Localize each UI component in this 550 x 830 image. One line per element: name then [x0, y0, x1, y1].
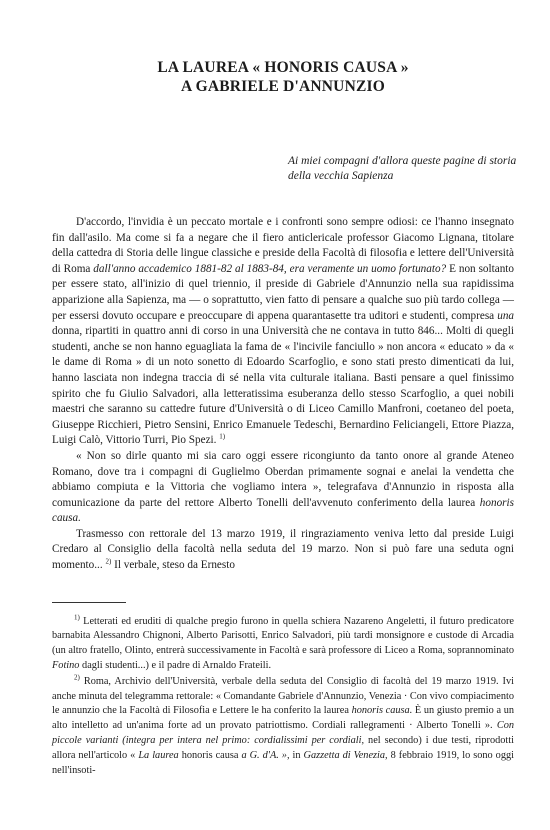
footnote-ref-1[interactable]: 1) — [219, 432, 226, 441]
footnote-2-text-g: honoris causa — [178, 749, 242, 761]
paragraph-2-text-b: honoris causa. — [52, 496, 514, 525]
footnote-2-text-f: La laurea — [138, 749, 179, 761]
footnote-2-text-a: Roma, Archivio dell'Università, verbale della seduta del Consiglio di facoltà del 19 marzo 1919. Ivi anche minuta del telegramma rettorale: « Comandante Gabriele d'Annunzio, Venezia · Con vivo compiacimento le annunzio che la Facoltà di Filosofia e Lettere le ha conferito la laurea — [52, 675, 515, 717]
footnote-ref-2[interactable]: 2) — [105, 557, 112, 566]
paragraph-1-text-c: E non soltanto per essere stato, all'inizio di quel triennio, il preside di Gabriele d'Annunzio nella sua rapidissima apparizione alla Sapienza, ma — o soprattutto, vien fatto di pensare a qualche suo più tardo collega — per essersi dovuto occupare e preoccupare di appena quarantasette tra uditori e studenti, compresa — [52, 262, 514, 322]
footnote-1-text-c: dagli studenti...) e il padre di Arnaldo Frateili. — [79, 660, 272, 672]
footnote-2-text-k: 8 febbraio 1919, lo sono oggi nell'insoti- — [52, 749, 514, 776]
paragraph-1 — [52, 215, 514, 449]
paragraph-2-text-a: « Non so dirle quanto mi sia caro oggi essere ricongiunto da tanto onore al grande Ateneo Romano, dove tra i compagni di Guglielmo Oberdan primamente sognai e anelai la vendetta che abbiamo compiuta e la Vittoria che vogliamo intera », telegrafava d'Annunzio in risposta alla comunicazione da parte del rettore Alberto Tonelli dell'avvenuto conferimento della laurea — [52, 449, 514, 509]
footnote-2-text-i: in — [289, 749, 304, 761]
footnote-2-mark: 2) — [74, 673, 80, 682]
paragraph-3 — [52, 527, 514, 574]
footnote-1 — [52, 615, 514, 674]
footnote-2-text-e: nel secondo) i due testi, riprodotti allora nell'articolo « — [52, 735, 514, 761]
footnote-2 — [52, 675, 514, 779]
chapter-title-line-2: A GABRIELE D'ANNUNZIO — [180, 78, 385, 95]
footnotes — [52, 615, 514, 779]
paragraph-1-text-d: una — [497, 309, 514, 322]
paragraph-1-text-b: dall'anno accademico 1881-82 al 1883-84, era veramente un uomo fortunato? — [93, 262, 447, 275]
document-page — [52, 58, 517, 779]
paragraph-2 — [52, 449, 514, 527]
footnote-2-text-d: Con piccole varianti (integra per intera nel primo: cordialissimi per cordiali, — [52, 720, 514, 747]
footnote-divider — [52, 602, 126, 603]
body-text — [52, 215, 514, 574]
footnote-1-text-b: Fotino — [52, 660, 80, 672]
footnote-2-text-j: Gazzetta di Venezia, — [303, 749, 388, 761]
footnote-2-text-b: honoris causa. — [351, 705, 413, 717]
paragraph-3-text-b: Il verbale, steso da Ernesto — [111, 559, 235, 572]
footnote-1-mark: 1) — [74, 613, 80, 622]
footnote-1-text-a: Letterati ed eruditi di qualche pregio furono in quella schiera Nazareno Angeletti, il futuro predicatore barnabita Alessandro Chignoni, Alberto Parisotti, Enrico Salvadori, più tardi monsignore e custode di Arcadia (un altro fratello, Olinto, entrerà successivamente in Facoltà e sarà professore di Liceo a Roma, soprannominato — [52, 615, 514, 657]
paragraph-1-text-e: donna, ripartiti in quattro anni di corso in una Università che ne contava in tutto 846... Molti di quegli studenti, anche se non hanno eguagliata la fama de « l'incivile fanciullo » non ancora « educato » da « le dame di Roma » di un noto sonetto di Edoardo Scarfoglio, e sono stati presto dimenticati da lui, hanno lasciata non indegna traccia di sé nella vita culturale italiana. Basti pensare a quel finissimo spirito che fu Giulio Salvadori, alla letteratissima esuberanza dello stesso Scarfoglio, a quei nobili maestri che saranno su cattedre future d'Università o di Liceo Camillo Manfroni, coetaneo del poeta, Giuseppe Ricchieri, Pietro Sensini, Enrico Emanuele Tedeschi, Bernardino Feliciangeli, Ettore Piazza, Luigi Calò, Vittorio Turri, Pio Spezi. — [52, 325, 514, 447]
chapter-title-line-1: LA LAUREA « HONORIS CAUSA » — [157, 59, 409, 76]
dedication: Ai miei compagni d'allora queste pagine di storia della vecchia Sapienza — [288, 155, 517, 182]
paragraph-3-text-a: Trasmesso con rettorale del 13 marzo 1919, il ringraziamento veniva letto dal preside Luigi Credaro al Consiglio della facoltà nella seduta del 19 marzo. Non si può fare una seduta ogni momento... — [52, 527, 514, 572]
footnote-2-text-h: a G. d'A. », — [241, 749, 290, 761]
footnote-2-text-c: È un giusto premio a un alto intelletto ad un'anima forte ad un provato patriottismo. Cordiali rallegramenti · Alberto Tonelli ». — [52, 705, 514, 732]
chapter-title — [52, 58, 514, 96]
paragraph-1-text-a: D'accordo, l'invidia è un peccato mortale e i confronti sono sempre odiosi: ce l'hanno insegnato fin dall'asilo. Ma come si fa a negare che il fiero anticlericale professor Giacomo Lignana, titolare della cattedra di Storia delle lingue classiche e preside della Facoltà di filosofia e lettere dell'Università di Roma — [52, 216, 514, 275]
